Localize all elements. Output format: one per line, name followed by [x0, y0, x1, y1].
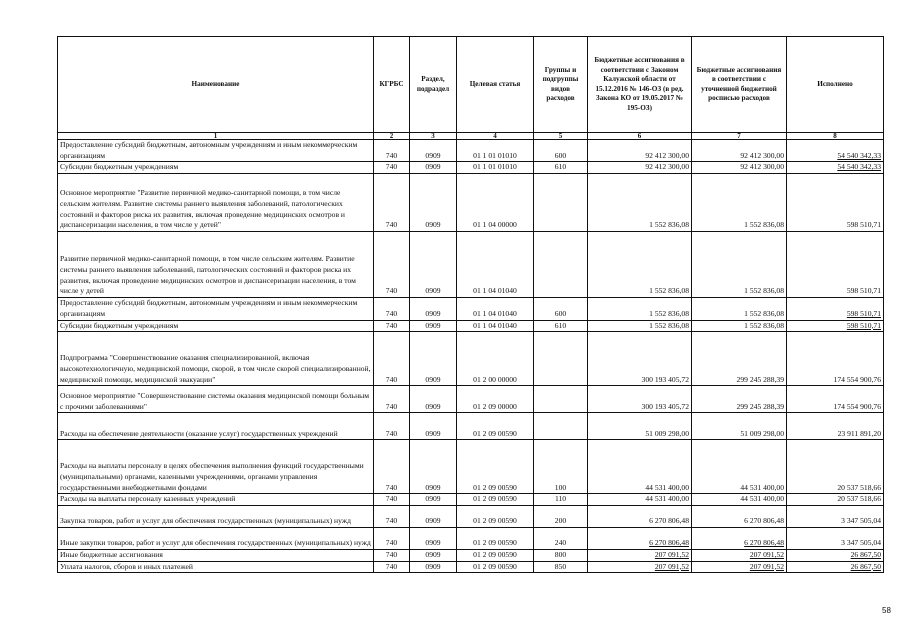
row-group	[534, 332, 588, 386]
table-row	[58, 413, 884, 440]
row-law-amount: 1 552 836,08	[588, 298, 692, 320]
header-executed: Исполнено	[787, 37, 884, 133]
row-kgrbs: 740	[374, 561, 410, 573]
column-number: 8	[787, 133, 884, 140]
row-executed-amount: 3 347 505,04	[787, 505, 884, 527]
row-name: Основное мероприятие "Развитие первичной медико-санитарной помощи, в том числе сельским жителям. Развитие системы раннего выявления заболеваний, патологических состояний и факторов риска их развития, включая проведение медицинских осмотров и диспансеризации населения, в том числе у детей"	[58, 174, 374, 232]
row-name: Расходы на выплаты персоналу казенных учреждений	[58, 494, 374, 506]
table-row	[58, 332, 884, 386]
column-number: 3	[410, 133, 457, 140]
row-kgrbs: 740	[374, 549, 410, 561]
header-section: Раздел, подраздел	[410, 37, 457, 133]
row-target: 01 2 09 00590	[457, 549, 534, 561]
header-row	[58, 37, 884, 133]
row-group: 100	[534, 440, 588, 494]
row-group: 600	[534, 298, 588, 320]
table-row	[58, 549, 884, 561]
header-name: Наименование	[58, 37, 374, 133]
row-schedule-amount: 44 531 400,00	[692, 440, 787, 494]
table-row	[58, 505, 884, 527]
row-schedule-amount: 1 552 836,08	[692, 298, 787, 320]
row-section: 0909	[410, 386, 457, 413]
row-schedule-amount: 6 270 806,48	[692, 505, 787, 527]
row-law-amount: 1 552 836,08	[588, 232, 692, 298]
row-kgrbs: 740	[374, 232, 410, 298]
row-kgrbs: 740	[374, 505, 410, 527]
row-group	[534, 232, 588, 298]
row-kgrbs: 740	[374, 298, 410, 320]
column-number: 5	[534, 133, 588, 140]
row-law-amount: 92 412 300,00	[588, 162, 692, 174]
column-number: 7	[692, 133, 787, 140]
row-law-amount: 1 552 836,08	[588, 174, 692, 232]
row-kgrbs: 740	[374, 320, 410, 332]
row-name: Иные бюджетные ассигнования	[58, 549, 374, 561]
header-kgrbs: КГРБС	[374, 37, 410, 133]
header-target: Целевая статья	[457, 37, 534, 133]
row-group: 850	[534, 561, 588, 573]
row-kgrbs: 740	[374, 494, 410, 506]
row-kgrbs: 740	[374, 332, 410, 386]
row-executed-amount: 598 510,71	[787, 232, 884, 298]
table-row	[58, 561, 884, 573]
row-kgrbs: 740	[374, 386, 410, 413]
row-target: 01 1 04 01040	[457, 232, 534, 298]
row-executed-amount: 598 510,71	[787, 298, 884, 320]
row-target: 01 1 04 01040	[457, 320, 534, 332]
row-executed-amount: 174 554 900,76	[787, 386, 884, 413]
row-name: Иные закупки товаров, работ и услуг для обеспечения государственных (муниципальных) нужд	[58, 527, 374, 549]
row-law-amount: 1 552 836,08	[588, 320, 692, 332]
row-name: Подпрограмма "Совершенствование оказания специализированной, включая высокотехнологичную, медицинской помощи, скорой, в том числе скорой специализированной, медицинской помощи, медицинской эвакуации"	[58, 332, 374, 386]
row-target: 01 2 09 00590	[457, 440, 534, 494]
row-section: 0909	[410, 505, 457, 527]
row-schedule-amount: 44 531 400,00	[692, 494, 787, 506]
row-schedule-amount: 1 552 836,08	[692, 174, 787, 232]
row-law-amount: 207 091,52	[588, 561, 692, 573]
row-target: 01 1 01 01010	[457, 162, 534, 174]
row-law-amount: 44 531 400,00	[588, 494, 692, 506]
row-target: 01 2 00 00000	[457, 332, 534, 386]
row-kgrbs: 740	[374, 140, 410, 162]
column-number-row	[58, 133, 884, 140]
table-row	[58, 494, 884, 506]
row-schedule-amount: 51 009 298,00	[692, 413, 787, 440]
row-section: 0909	[410, 298, 457, 320]
header-schedule: Бюджетные ассигнования в соответствии с уточненной бюджетной росписью расходов	[692, 37, 787, 133]
row-group: 800	[534, 549, 588, 561]
row-law-amount: 51 009 298,00	[588, 413, 692, 440]
row-schedule-amount: 1 552 836,08	[692, 232, 787, 298]
row-name: Расходы на обеспечение деятельности (оказание услуг) государственных учреждений	[58, 413, 374, 440]
row-section: 0909	[410, 527, 457, 549]
row-target: 01 2 09 00000	[457, 386, 534, 413]
row-kgrbs: 740	[374, 413, 410, 440]
row-schedule-amount: 92 412 300,00	[692, 162, 787, 174]
row-section: 0909	[410, 174, 457, 232]
row-name: Расходы на выплаты персоналу в целях обеспечения выполнения функций государственными (муниципальными) органами, казенными учреждениями, органами управления государственными внебюджетными фондами	[58, 440, 374, 494]
column-number: 2	[374, 133, 410, 140]
row-executed-amount: 3 347 505,04	[787, 527, 884, 549]
row-target: 01 2 09 00590	[457, 527, 534, 549]
table-row	[58, 140, 884, 162]
row-executed-amount: 598 510,71	[787, 174, 884, 232]
table-row	[58, 527, 884, 549]
row-executed-amount: 26 867,50	[787, 561, 884, 573]
row-group: 610	[534, 320, 588, 332]
row-executed-amount: 54 540 342,33	[787, 162, 884, 174]
row-kgrbs: 740	[374, 162, 410, 174]
row-executed-amount: 54 540 342,33	[787, 140, 884, 162]
row-group: 240	[534, 527, 588, 549]
row-schedule-amount: 299 245 288,39	[692, 386, 787, 413]
header-group: Группы и подгруппы видов расходов	[534, 37, 588, 133]
row-kgrbs: 740	[374, 440, 410, 494]
row-law-amount: 207 091,52	[588, 549, 692, 561]
row-executed-amount: 26 867,50	[787, 549, 884, 561]
column-number: 6	[588, 133, 692, 140]
row-schedule-amount: 6 270 806,48	[692, 527, 787, 549]
row-schedule-amount: 1 552 836,08	[692, 320, 787, 332]
row-target: 01 2 09 00590	[457, 413, 534, 440]
row-name: Закупка товаров, работ и услуг для обеспечения государственных (муниципальных) нужд	[58, 505, 374, 527]
row-law-amount: 44 531 400,00	[588, 440, 692, 494]
table-row	[58, 320, 884, 332]
row-kgrbs: 740	[374, 174, 410, 232]
budget-table	[57, 36, 884, 573]
row-executed-amount: 174 554 900,76	[787, 332, 884, 386]
row-target: 01 1 04 01040	[457, 298, 534, 320]
table-row	[58, 232, 884, 298]
table-row	[58, 174, 884, 232]
row-name: Основное мероприятие "Совершенствование системы оказания медицинской помощи больным с прочими заболеваниями"	[58, 386, 374, 413]
row-executed-amount: 23 911 891,20	[787, 413, 884, 440]
row-executed-amount: 20 537 518,66	[787, 440, 884, 494]
row-section: 0909	[410, 494, 457, 506]
row-section: 0909	[410, 549, 457, 561]
row-group: 110	[534, 494, 588, 506]
table-row	[58, 440, 884, 494]
row-executed-amount: 20 537 518,66	[787, 494, 884, 506]
row-group: 600	[534, 140, 588, 162]
row-target: 01 1 01 01010	[457, 140, 534, 162]
row-target: 01 1 04 00000	[457, 174, 534, 232]
row-section: 0909	[410, 440, 457, 494]
row-schedule-amount: 207 091,52	[692, 549, 787, 561]
page-number: 58	[882, 606, 891, 615]
row-law-amount: 6 270 806,48	[588, 527, 692, 549]
row-name: Уплата налогов, сборов и иных платежей	[58, 561, 374, 573]
row-schedule-amount: 207 091,52	[692, 561, 787, 573]
row-target: 01 2 09 00590	[457, 505, 534, 527]
table-row	[58, 386, 884, 413]
row-kgrbs: 740	[374, 527, 410, 549]
row-law-amount: 6 270 806,48	[588, 505, 692, 527]
row-schedule-amount: 299 245 288,39	[692, 332, 787, 386]
column-number: 1	[58, 133, 374, 140]
row-executed-amount: 598 510,71	[787, 320, 884, 332]
row-law-amount: 300 193 405,72	[588, 332, 692, 386]
row-group: 200	[534, 505, 588, 527]
row-name: Предоставление субсидий бюджетным, автономным учреждениям и иным некоммерческим организациям	[58, 140, 374, 162]
row-schedule-amount: 92 412 300,00	[692, 140, 787, 162]
row-section: 0909	[410, 232, 457, 298]
row-name: Предоставление субсидий бюджетным, автономным учреждениям и иным некоммерческим организациям	[58, 298, 374, 320]
row-target: 01 2 09 00590	[457, 561, 534, 573]
row-group	[534, 413, 588, 440]
row-group	[534, 174, 588, 232]
row-law-amount: 92 412 300,00	[588, 140, 692, 162]
row-section: 0909	[410, 413, 457, 440]
table-row	[58, 298, 884, 320]
row-target: 01 2 09 00590	[457, 494, 534, 506]
row-section: 0909	[410, 162, 457, 174]
row-group	[534, 386, 588, 413]
row-section: 0909	[410, 320, 457, 332]
row-group: 610	[534, 162, 588, 174]
row-section: 0909	[410, 332, 457, 386]
column-number: 4	[457, 133, 534, 140]
row-section: 0909	[410, 561, 457, 573]
row-name: Субсидии бюджетным учреждениям	[58, 162, 374, 174]
row-section: 0909	[410, 140, 457, 162]
table-row	[58, 162, 884, 174]
row-name: Субсидии бюджетным учреждениям	[58, 320, 374, 332]
row-law-amount: 300 193 405,72	[588, 386, 692, 413]
row-name: Развитие первичной медико-санитарной помощи, в том числе сельским жителям. Развитие системы раннего выявления заболеваний, патологических состояний и факторов риска их развития, включая проведение медицинских осмотров и диспансеризации населения, в том числе у детей	[58, 232, 374, 298]
header-law: Бюджетные ассигнования в соответствии с Законом Калужской области от 15.12.2016 № 146-ОЗ (в ред. Закона КО от 19.05.2017 № 195-ОЗ)	[588, 37, 692, 133]
